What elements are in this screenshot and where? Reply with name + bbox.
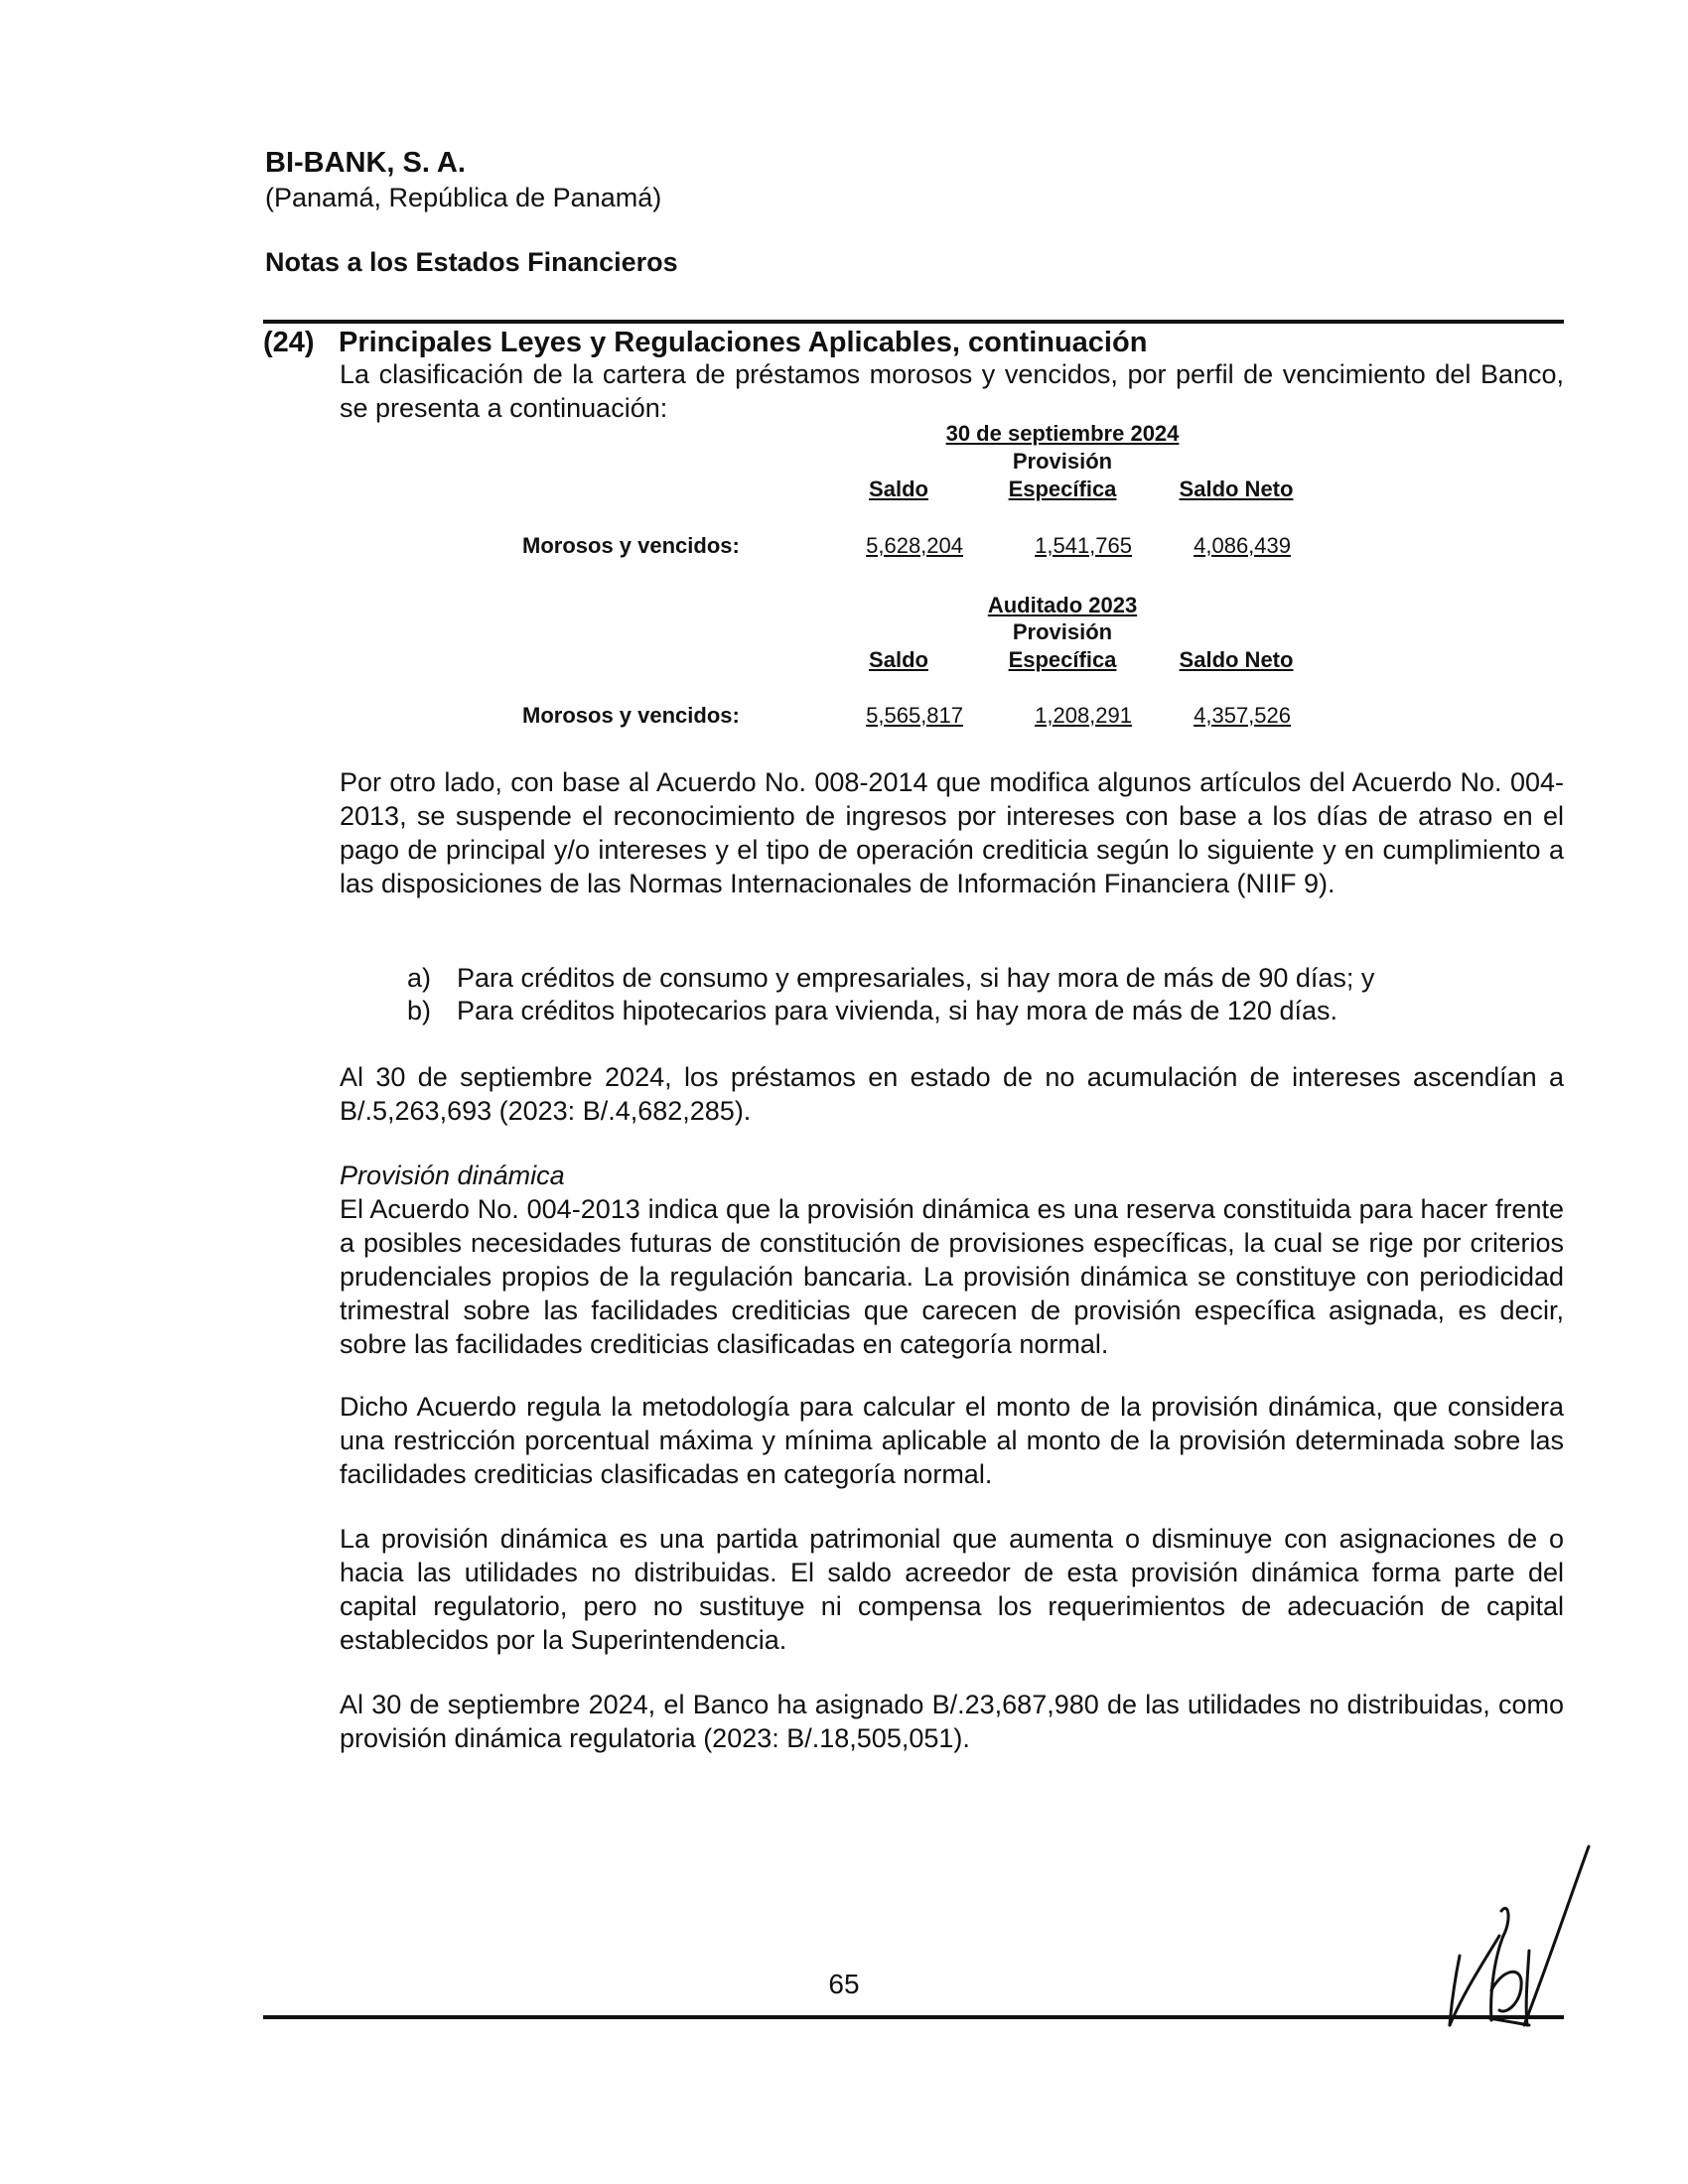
company-location: (Panamá, República de Panamá) <box>265 183 662 212</box>
cell-saldo-neto: 4,086,439 <box>1194 533 1291 558</box>
column-header-saldo-neto: Saldo Neto <box>1179 477 1294 501</box>
cell-provision: 1,541,765 <box>1035 533 1132 558</box>
list-marker: b) <box>407 996 432 1025</box>
page-number: 65 <box>828 1969 860 1999</box>
cell-provision: 1,208,291 <box>1035 703 1132 728</box>
document-title: Notas a los Estados Financieros <box>265 247 678 277</box>
subheading-provision-dinamica: Provisión dinámica <box>340 1160 565 1190</box>
footer-divider <box>263 2015 1564 2019</box>
paragraph-assigned-provision: Al 30 de septiembre 2024, el Banco ha asignado B/.23,687,980 de las utilidades no distribuidas, como provisión dinámica regulatoria (2023: B/.18,505,051). <box>340 1690 1564 1753</box>
list-item <box>407 963 1374 994</box>
cell-saldo-neto: 4,357,526 <box>1194 703 1291 728</box>
signature-initials <box>1430 1842 1609 2030</box>
paragraph-methodology: Dicho Acuerdo regula la metodología para calcular el monto de la provisión dinámica, que considera una restricción porcentual máxima y mínima aplicable al monto de la provisión determinada sobre las facilidades crediticias clasificadas en categoría normal. <box>340 1392 1564 1489</box>
section-heading <box>263 327 1147 359</box>
column-header-especifica: Específica <box>1008 477 1117 501</box>
row-label: Morosos y vencidos: <box>522 533 740 558</box>
header-divider <box>263 320 1564 324</box>
column-header-saldo: Saldo <box>869 647 928 672</box>
column-header-provision: Provisión <box>1012 449 1113 474</box>
column-header-saldo: Saldo <box>869 477 928 501</box>
paragraph-interest-suspension: Por otro lado, con base al Acuerdo No. 008-2014 que modifica algunos artículos del Acuerdo No. 004-2013, se suspende el reconocimiento de ingresos por intereses con base a los días de atraso en el pago de principal y/o intereses y el tipo de operación crediticia según lo siguiente y en cumplimiento a las disposiciones de las Normas Internacionales de Información Financiera (NIIF 9). <box>340 767 1564 898</box>
table-period: 30 de septiembre 2024 <box>945 421 1180 446</box>
list-item <box>407 996 1337 1026</box>
column-header-especifica: Específica <box>1008 647 1117 672</box>
section-title: Principales Leyes y Regulaciones Aplicables, continuación <box>339 327 1148 358</box>
paragraph-non-accrual: Al 30 de septiembre 2024, los préstamos en estado de no acumulación de intereses ascendían a B/.5,263,693 (2023: B/.4,682,285). <box>340 1062 1564 1126</box>
section-intro: La clasificación de la cartera de préstamos morosos y vencidos, por perfil de vencimiento del Banco, se presenta a continuación: <box>340 359 1564 423</box>
table-period: Auditado 2023 <box>987 593 1138 617</box>
cell-saldo: 5,565,817 <box>866 703 963 728</box>
cell-saldo: 5,628,204 <box>866 533 963 558</box>
list-text: Para créditos de consumo y empresariales, si hay mora de más de 90 días; y <box>457 963 1375 993</box>
column-header-saldo-neto: Saldo Neto <box>1179 647 1294 672</box>
row-label: Morosos y vencidos: <box>522 703 740 728</box>
section-number: (24) <box>263 327 315 358</box>
paragraph-equity-item: La provisión dinámica es una partida patrimonial que aumenta o disminuye con asignaciones de o hacia las utilidades no distribuidas. El saldo acreedor de esta provisión dinámica forma parte del capital regulatorio, pero no sustituye ni compensa los requerimientos de adecuación de capital establecidos por la Superintendencia. <box>340 1524 1564 1655</box>
paragraph-dynamic-provision: El Acuerdo No. 004-2013 indica que la provisión dinámica es una reserva constituida para hacer frente a posibles necesidades futuras de constitución de provisiones específicas, la cual se rige por criterios prudenciales propios de la regulación bancaria. La provisión dinámica se constituye con periodicidad trimestral sobre las facilidades crediticias que carecen de provisión específica asignada, es decir, sobre las facilidades crediticias clasificadas en categoría normal. <box>340 1194 1564 1359</box>
company-name: BI-BANK, S. A. <box>265 147 466 179</box>
list-marker: a) <box>407 963 432 993</box>
list-text: Para créditos hipotecarios para vivienda, si hay mora de más de 120 días. <box>457 996 1337 1025</box>
column-header-provision: Provisión <box>1012 619 1113 644</box>
